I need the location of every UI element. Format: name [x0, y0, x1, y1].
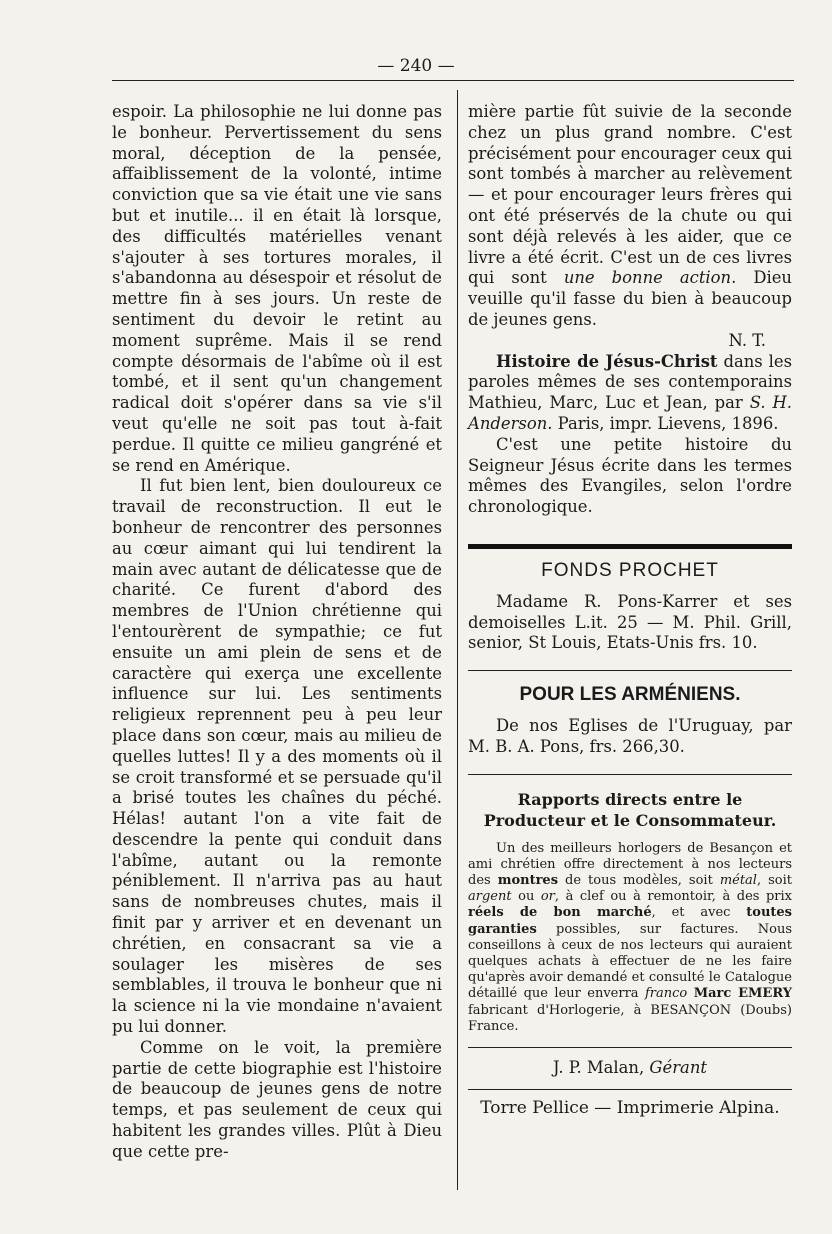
section-divider [468, 1047, 792, 1048]
gerant-line [468, 1058, 792, 1079]
ad-bold: Marc EMERY [693, 986, 792, 1002]
section-divider [468, 670, 792, 671]
article-continuation [468, 102, 792, 331]
book-desc-1: dans les paroles mêmes de ses contemporains Mathieu, Marc, Luc et Jean, par [468, 351, 792, 413]
book-review: C'est une petite histoire du Seigneur Jésus écrite dans les termes mêmes des Evangiles, selon l'ordre chronologique. [468, 434, 792, 517]
book-notice [468, 352, 792, 435]
ad-text: , à clef ou à remontoir, à des prix [554, 889, 793, 905]
column-divider [457, 90, 458, 1190]
article-paragraph-2: Il fut bien lent, bien douloureux ce travail de reconstruction. Il eut le bonheur de rencontrer des personnes au cœur aimant qui lui tendirent la main avec autant de délicatesse que de charité. Ce furent d'abord des membres de l'Union chrétienne qui l'entourèrent de sympathie; ce fut ensuite un ami plein de sens et de caractère qui exerça une excellente influence sur lui. Les sentiments religieux reprennent peu à peu leur place dans son cœur, mais au milieu de quelles luttes! Il y a des moments où il se croit transformé et se persuade qu'il a brisé toutes les chaînes du péché. Hélas! autant l'on a vite fait de descendre la pente qui conduit dans l'abîme, autant ou la remonte péniblement. Il n'arriva pas au haut sans de nombreuses chutes, mais il finit par y arriver et en devenant un chrétien, en consacrant sa vie a soulager les misères de ses semblables, il trouva le bonheur que ni la science ni la vie mondaine n'avaient pu lui donner. [112, 476, 442, 1037]
ad-text: fabricant d'Horlogerie, à BESANÇON (Doubs) France. [468, 1002, 792, 1034]
armenians-text: De nos Eglises de l'Uruguay, par M. B. A. Pons, frs. 266,30. [468, 715, 792, 756]
ad-bold: toutes garanties [468, 905, 793, 937]
book-title: Histoire de Jésus-Christ [496, 351, 718, 371]
ad-text: , et avec [651, 905, 747, 921]
ad-text: , soit [756, 872, 792, 888]
gerant-name: J. P. Malan, [553, 1057, 645, 1077]
book-author: S. H. Anderson [468, 393, 792, 433]
article-signature: N. T. [728, 330, 766, 350]
ad-text: ou [511, 889, 541, 905]
watch-advertisement [468, 841, 792, 1035]
gerant-role: Gérant [649, 1057, 707, 1077]
ad-bold: réels de bon marché [468, 905, 652, 921]
book-desc-2: . Paris, impr. Lievens, 1896. [547, 413, 779, 433]
section-divider [468, 774, 792, 775]
printer-footer: Torre Pellice — Imprimerie Alpina. [480, 1097, 780, 1118]
article-paragraph-1: espoir. La philosophie ne lui donne pas le bonheur. Pervertissement du sens moral, déception de la pensée, affaiblissement de la volonté, intime conviction que sa vie était une vie sans but et inutile... il en était là lorsque, des difficultés matérielles venant s'ajouter à ses tortures morales, il s'abandonna au désespoir et résolut de mettre fin à ses jours. Un reste de sentiment du devoir le retint au moment suprême. Mais il se rend compte désormais de l'abîme où il est tombé, et il sent qu'un changement radical doit s'opérer dans sa vie s'il veut qu'elle ne soit pas tout à-fait perdue. Il quitte ce milieu gangréné et se rend en Amérique. [112, 102, 442, 475]
ad-italic: argent [468, 889, 512, 905]
ad-text: Un des meilleurs horlogers de Besançon et ami chrétien offre directement à nos lecteurs des [468, 840, 792, 888]
section-divider-thick [468, 544, 792, 549]
ad-italic: franco [645, 986, 688, 1002]
continuation-text: mière partie fût suivie de la seconde chez un plus grand nombre. C'est précisément pour encourager ceux qui sont tombés à marcher au relèvement — et pour encourager leurs frères qui ont été préservés de la chute ou qui sont déjà relevés à les aider, que ce livre a été écrit. C'est un de ces livres qui sont [468, 102, 792, 288]
ad-italic: or [540, 889, 555, 905]
article-paragraph-3: Comme on le voit, la première partie de cette biographie est l'histoire de beaucoup de jeunes gens de notre temps, et pas seulement de ceux qui habitent les grandes villes. Plût à Dieu que cette pre- [112, 1037, 442, 1161]
page-number: — 240 — [377, 56, 455, 76]
rapports-heading: Rapports directs entre le Producteur et le Consommateur. [483, 789, 777, 830]
fonds-text: Madame R. Pons-Karrer et ses demoiselles L.it. 25 — M. Phil. Grill, senior, St Louis, Etats-Unis frs. 10. [468, 591, 792, 653]
header-rule [112, 80, 794, 81]
right-column [468, 102, 792, 1119]
ad-text: de tous modèles, soit [558, 872, 720, 888]
left-column [112, 102, 442, 1163]
ad-text: possibles, sur factures. Nous conseillons à ceux de nos lecteurs qui auraient quelques achats à effectuer de ne les faire qu'après avoir demandé et consulté le Catalogue détaillé que leur enverra [468, 921, 792, 1002]
fonds-heading: FONDS PROCHET [541, 559, 719, 581]
continuation-end: . Dieu veuille qu'il fasse du bien à beaucoup de jeunes gens. [468, 268, 792, 329]
section-divider [468, 1089, 792, 1090]
continuation-italic: une bonne action [563, 268, 732, 288]
ad-bold: montres [497, 872, 559, 888]
armenians-heading: POUR LES ARMÉNIENS. [519, 684, 741, 706]
ad-italic: métal [719, 872, 757, 888]
